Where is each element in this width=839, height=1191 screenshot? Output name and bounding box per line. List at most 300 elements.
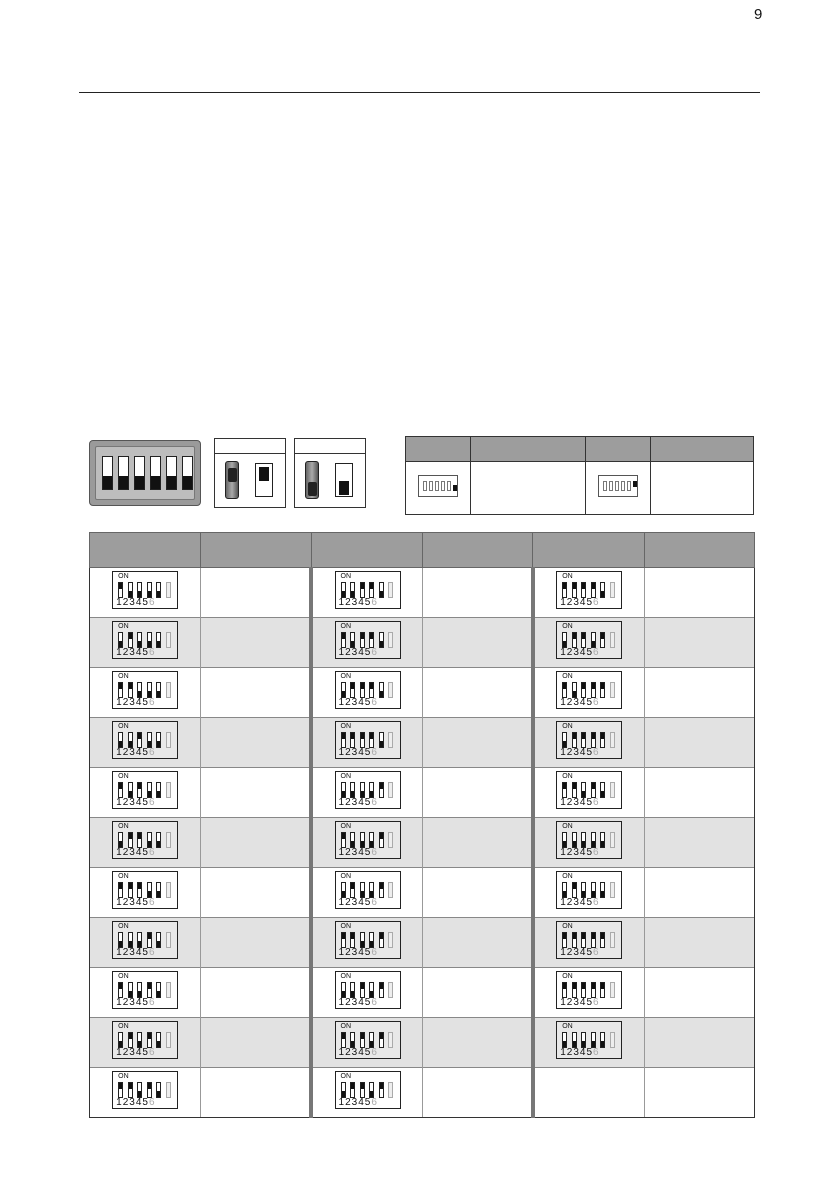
value-cell	[201, 818, 311, 868]
table-row	[90, 1068, 755, 1118]
switch-lever	[350, 832, 355, 848]
dip-switch-diagram	[556, 621, 622, 659]
switch-lever	[369, 1082, 374, 1098]
switch-lever	[137, 882, 142, 898]
switch-lever	[572, 632, 577, 648]
switch-lever	[147, 882, 152, 898]
switch-lever	[610, 1032, 615, 1048]
switch-lever	[128, 882, 133, 898]
switch-lever	[128, 1082, 133, 1098]
switch-lever	[600, 832, 605, 848]
dip-slot	[166, 456, 177, 490]
switch-lever	[600, 1032, 605, 1048]
value-cell	[644, 618, 754, 668]
switch-lever	[128, 932, 133, 948]
switch-lever	[572, 882, 577, 898]
switch-lever	[341, 882, 346, 898]
dip-cell	[90, 618, 201, 668]
dip-switch-diagram	[112, 921, 178, 959]
switch-numbers: 123456	[116, 597, 156, 608]
switch-lever	[166, 1032, 171, 1048]
table-row	[90, 868, 755, 918]
switch-lever	[147, 682, 152, 698]
switch-lever	[379, 832, 384, 848]
switch-lever	[610, 632, 615, 648]
dip-cell	[533, 868, 644, 918]
value-cell	[422, 1068, 532, 1118]
dip-switch-diagram	[335, 821, 401, 859]
dip-switch-diagram	[335, 771, 401, 809]
switch-lever	[156, 732, 161, 748]
switch-numbers: 123456	[116, 947, 156, 958]
switch-lever	[581, 632, 586, 648]
dip-cell	[311, 768, 422, 818]
dip-switch-diagram	[556, 1021, 622, 1059]
dip-cell	[90, 768, 201, 818]
switch-lever	[350, 732, 355, 748]
switch-numbers: 123456	[116, 747, 156, 758]
switch-lever	[128, 782, 133, 798]
switch-numbers: 123456	[338, 1097, 378, 1108]
switch-lever	[360, 832, 365, 848]
switch-lever	[128, 1032, 133, 1048]
dip-switch-diagram	[112, 971, 178, 1009]
switch-lever	[118, 932, 123, 948]
on-label: ON	[340, 823, 352, 830]
switch-lever	[341, 1032, 346, 1048]
dip-setting-table	[89, 532, 755, 1118]
switch-numbers: 123456	[560, 947, 600, 958]
switch-lever	[562, 582, 567, 598]
on-label: ON	[340, 1023, 352, 1030]
switch-lever	[341, 832, 346, 848]
switch-lever	[379, 582, 384, 598]
dip-slot	[102, 456, 113, 490]
switch-lever	[147, 632, 152, 648]
dip-switch-diagram	[335, 571, 401, 609]
switch-lever	[118, 782, 123, 798]
switch-lever	[572, 582, 577, 598]
switch-lever	[581, 882, 586, 898]
switch-lever	[147, 732, 152, 748]
switch-lever	[350, 1082, 355, 1098]
dip-cell	[311, 818, 422, 868]
table-row	[90, 968, 755, 1018]
switch-lever	[166, 982, 171, 998]
value-cell	[422, 818, 532, 868]
switch-lever	[118, 682, 123, 698]
switch-lever	[128, 832, 133, 848]
on-label: ON	[118, 673, 129, 680]
slide-switch-on-diagram	[214, 438, 286, 508]
switch-numbers: 123456	[560, 797, 600, 808]
switch-lever	[147, 932, 152, 948]
switch-numbers: 123456	[116, 647, 156, 658]
switch-lever	[610, 682, 615, 698]
switch-lever	[360, 982, 365, 998]
dip-cell	[533, 918, 644, 968]
on-label: ON	[340, 873, 352, 880]
switch-lever	[360, 1032, 365, 1048]
switch-lever	[562, 1032, 567, 1048]
dip-cell	[90, 868, 201, 918]
table-row	[90, 618, 755, 668]
dip-switch-diagram	[556, 721, 622, 759]
value-cell	[201, 718, 311, 768]
dip-cell	[533, 968, 644, 1018]
switch-lever	[581, 782, 586, 798]
on-label: ON	[118, 773, 129, 780]
switch-lever	[147, 1032, 152, 1048]
page-number: 9	[754, 6, 763, 23]
switch-lever	[360, 582, 365, 598]
switch-lever	[388, 782, 393, 798]
switch-numbers: 123456	[338, 697, 378, 708]
switch-lever	[591, 632, 596, 648]
on-label: ON	[118, 723, 129, 730]
switch-lever	[600, 732, 605, 748]
value-cell	[644, 768, 754, 818]
switch-lever	[137, 732, 142, 748]
value-cell	[422, 768, 532, 818]
switch-lever	[600, 582, 605, 598]
switch-lever	[379, 732, 384, 748]
switch-lever	[562, 732, 567, 748]
switch-lever	[128, 982, 133, 998]
value-cell	[201, 768, 311, 818]
dip-cell	[311, 1018, 422, 1068]
dip-cell	[533, 568, 644, 618]
on-label: ON	[562, 973, 573, 980]
switch-lever	[369, 582, 374, 598]
dip-cell	[533, 618, 644, 668]
table-row	[90, 718, 755, 768]
switch-lever	[369, 632, 374, 648]
switch-lever	[388, 882, 393, 898]
switch-numbers: 123456	[116, 1097, 156, 1108]
switch-lever	[360, 932, 365, 948]
on-label: ON	[118, 573, 129, 580]
switch-lever	[350, 682, 355, 698]
switch-lever	[610, 782, 615, 798]
switch-numbers: 123456	[338, 1047, 378, 1058]
switch-lever	[118, 582, 123, 598]
dip-switch-diagram	[335, 721, 401, 759]
switch-lever	[379, 782, 384, 798]
switch-lever	[379, 632, 384, 648]
switch-lever	[156, 932, 161, 948]
dip-slot	[150, 456, 161, 490]
switch-lever	[388, 732, 393, 748]
switch-lever	[166, 1082, 171, 1098]
switch-numbers: 123456	[560, 697, 600, 708]
switch-lever	[600, 982, 605, 998]
switch-lever	[137, 782, 142, 798]
switch-numbers: 123456	[338, 947, 378, 958]
value-cell	[422, 618, 532, 668]
switch-lever	[156, 1082, 161, 1098]
value-cell	[422, 1018, 532, 1068]
switch-lever	[166, 782, 171, 798]
switch-lever	[562, 832, 567, 848]
switch-lever	[379, 682, 384, 698]
switch-numbers: 123456	[338, 647, 378, 658]
switch-numbers: 123456	[338, 897, 378, 908]
value-cell	[201, 668, 311, 718]
switch-lever	[369, 882, 374, 898]
value-cell	[644, 1018, 754, 1068]
on-label: ON	[562, 1023, 573, 1030]
switch-lever	[572, 932, 577, 948]
switch-lever	[137, 1032, 142, 1048]
switch-lever	[118, 1032, 123, 1048]
value-cell	[422, 968, 532, 1018]
on-label: ON	[562, 573, 573, 580]
dip-switch-diagram	[112, 821, 178, 859]
value-cell	[644, 868, 754, 918]
switch-lever	[379, 1032, 384, 1048]
value-cell	[201, 1068, 311, 1118]
switch-lever	[591, 882, 596, 898]
dip-switch-diagram	[556, 571, 622, 609]
value-cell	[644, 568, 754, 618]
switch-lever	[156, 832, 161, 848]
dip-cell	[90, 668, 201, 718]
dip-cell	[90, 1018, 201, 1068]
switch-lever	[156, 682, 161, 698]
switch-lever	[360, 732, 365, 748]
dip-switch-diagram	[556, 921, 622, 959]
switch-lever	[350, 582, 355, 598]
switch-lever	[369, 932, 374, 948]
value-cell	[201, 618, 311, 668]
switch-lever	[388, 1032, 393, 1048]
switch-lever	[350, 932, 355, 948]
switch-lever	[137, 582, 142, 598]
dip-cell	[311, 668, 422, 718]
switch-lever	[166, 882, 171, 898]
on-label: ON	[340, 923, 352, 930]
dip-cell	[311, 868, 422, 918]
dip-switch-diagram	[556, 671, 622, 709]
dip-cell	[533, 1018, 644, 1068]
dip-switch-diagram	[556, 871, 622, 909]
dip-cell	[533, 718, 644, 768]
switch-lever	[388, 982, 393, 998]
switch-numbers: 123456	[560, 597, 600, 608]
switch-lever	[572, 732, 577, 748]
switch-lever	[156, 582, 161, 598]
dip-switch-diagram	[112, 721, 178, 759]
dip-switch-diagram	[335, 1021, 401, 1059]
switch-lever	[156, 632, 161, 648]
switch-lever	[128, 732, 133, 748]
value-cell	[644, 668, 754, 718]
switch-lever	[350, 1032, 355, 1048]
switch-lever	[379, 1082, 384, 1098]
switch-lever	[600, 932, 605, 948]
switch-lever	[360, 1082, 365, 1098]
dip-switch-diagram	[112, 1071, 178, 1109]
table-row	[90, 668, 755, 718]
switch-lever	[610, 732, 615, 748]
switch-lever	[350, 782, 355, 798]
dip-switch-diagram	[335, 871, 401, 909]
switch-lever	[341, 932, 346, 948]
on-label: ON	[340, 723, 352, 730]
on-label: ON	[340, 973, 352, 980]
value-cell	[422, 718, 532, 768]
table-row	[90, 818, 755, 868]
switch-numbers: 123456	[560, 647, 600, 658]
mini-dip-off	[418, 475, 458, 497]
value-cell	[644, 818, 754, 868]
on-label: ON	[562, 773, 573, 780]
switch-numbers: 123456	[338, 597, 378, 608]
switch-lever	[572, 1032, 577, 1048]
switch-lever	[360, 682, 365, 698]
slide-switch-off-diagram	[294, 438, 366, 508]
switch-lever	[562, 632, 567, 648]
switch-lever	[388, 932, 393, 948]
switch-numbers: 123456	[116, 797, 156, 808]
dip-cell	[311, 968, 422, 1018]
switch-lever	[147, 982, 152, 998]
switch-lever	[118, 832, 123, 848]
switch-lever	[147, 582, 152, 598]
switch-lever	[341, 1082, 346, 1098]
switch-lever	[350, 982, 355, 998]
switch-lever	[581, 932, 586, 948]
dip-cell	[90, 718, 201, 768]
switch-lever	[118, 882, 123, 898]
dip-cell	[311, 718, 422, 768]
switch-lever	[341, 732, 346, 748]
dip-switch-diagram	[112, 771, 178, 809]
switch-lever	[369, 732, 374, 748]
switch-lever	[610, 832, 615, 848]
on-label: ON	[340, 623, 352, 630]
value-cell	[644, 968, 754, 1018]
switch-lever	[591, 1032, 596, 1048]
switch-lever	[581, 582, 586, 598]
on-label: ON	[562, 923, 573, 930]
on-label: ON	[118, 823, 129, 830]
switch-lever	[369, 782, 374, 798]
dip-cell	[533, 668, 644, 718]
switch-lever	[137, 632, 142, 648]
switch-lever	[156, 1032, 161, 1048]
on-label: ON	[562, 723, 573, 730]
switch-lever	[166, 632, 171, 648]
switch-lever	[591, 732, 596, 748]
switch-lever	[581, 682, 586, 698]
value-cell	[201, 918, 311, 968]
dip-switch-diagram	[112, 671, 178, 709]
switch-lever	[166, 582, 171, 598]
dip-switch-photo	[89, 440, 201, 506]
switch-lever	[562, 782, 567, 798]
dip-switch-diagram	[112, 871, 178, 909]
table-row	[90, 768, 755, 818]
switch-lever	[137, 832, 142, 848]
value-cell	[422, 668, 532, 718]
dip-cell	[533, 818, 644, 868]
dip-switch-diagram	[112, 1021, 178, 1059]
switch-lever	[379, 882, 384, 898]
switch-lever	[166, 932, 171, 948]
switch-lever	[610, 982, 615, 998]
switch-lever	[369, 832, 374, 848]
switch-lever	[600, 882, 605, 898]
switch-lever	[369, 1032, 374, 1048]
on-label: ON	[562, 623, 573, 630]
switch-lever	[369, 982, 374, 998]
on-label: ON	[118, 873, 129, 880]
switch-lever	[581, 732, 586, 748]
switch-lever	[350, 632, 355, 648]
switch-lever	[591, 782, 596, 798]
switch-numbers: 123456	[116, 1047, 156, 1058]
switch-lever	[156, 782, 161, 798]
dip-switch-diagram	[335, 671, 401, 709]
dip-slot	[134, 456, 145, 490]
switch-lever	[379, 932, 384, 948]
switch-lever	[591, 582, 596, 598]
value-cell	[201, 868, 311, 918]
switch-lever	[118, 632, 123, 648]
on-label: ON	[118, 623, 129, 630]
switch-lever	[118, 1082, 123, 1098]
switch-lever	[147, 782, 152, 798]
header-rule	[79, 92, 760, 93]
switch-lever	[341, 982, 346, 998]
on-label: ON	[118, 923, 129, 930]
switch-numbers: 123456	[338, 797, 378, 808]
switch-lever	[128, 632, 133, 648]
dip-switch-diagram	[335, 1071, 401, 1109]
switch-numbers: 123456	[116, 847, 156, 858]
switch-lever	[581, 1032, 586, 1048]
switch-lever	[137, 982, 142, 998]
value-cell	[422, 918, 532, 968]
switch-lever	[118, 732, 123, 748]
value-cell	[422, 568, 532, 618]
switch-lever	[591, 982, 596, 998]
switch-lever	[388, 1082, 393, 1098]
switch-lever	[341, 632, 346, 648]
on-label: ON	[118, 1023, 129, 1030]
dip-switch-diagram	[112, 621, 178, 659]
dip-slot	[182, 456, 193, 490]
value-cell	[201, 968, 311, 1018]
value-cell	[201, 1018, 311, 1068]
switch-lever	[166, 732, 171, 748]
value-cell	[201, 568, 311, 618]
table-row	[90, 1018, 755, 1068]
switch-numbers: 123456	[116, 997, 156, 1008]
switch-lever	[581, 982, 586, 998]
dip-cell	[311, 568, 422, 618]
switch-lever	[118, 982, 123, 998]
table-row	[90, 568, 755, 618]
switch-lever	[128, 582, 133, 598]
on-label: ON	[340, 573, 352, 580]
switch-lever	[572, 682, 577, 698]
switch-lever	[360, 782, 365, 798]
switch-lever	[591, 932, 596, 948]
table-row	[90, 918, 755, 968]
